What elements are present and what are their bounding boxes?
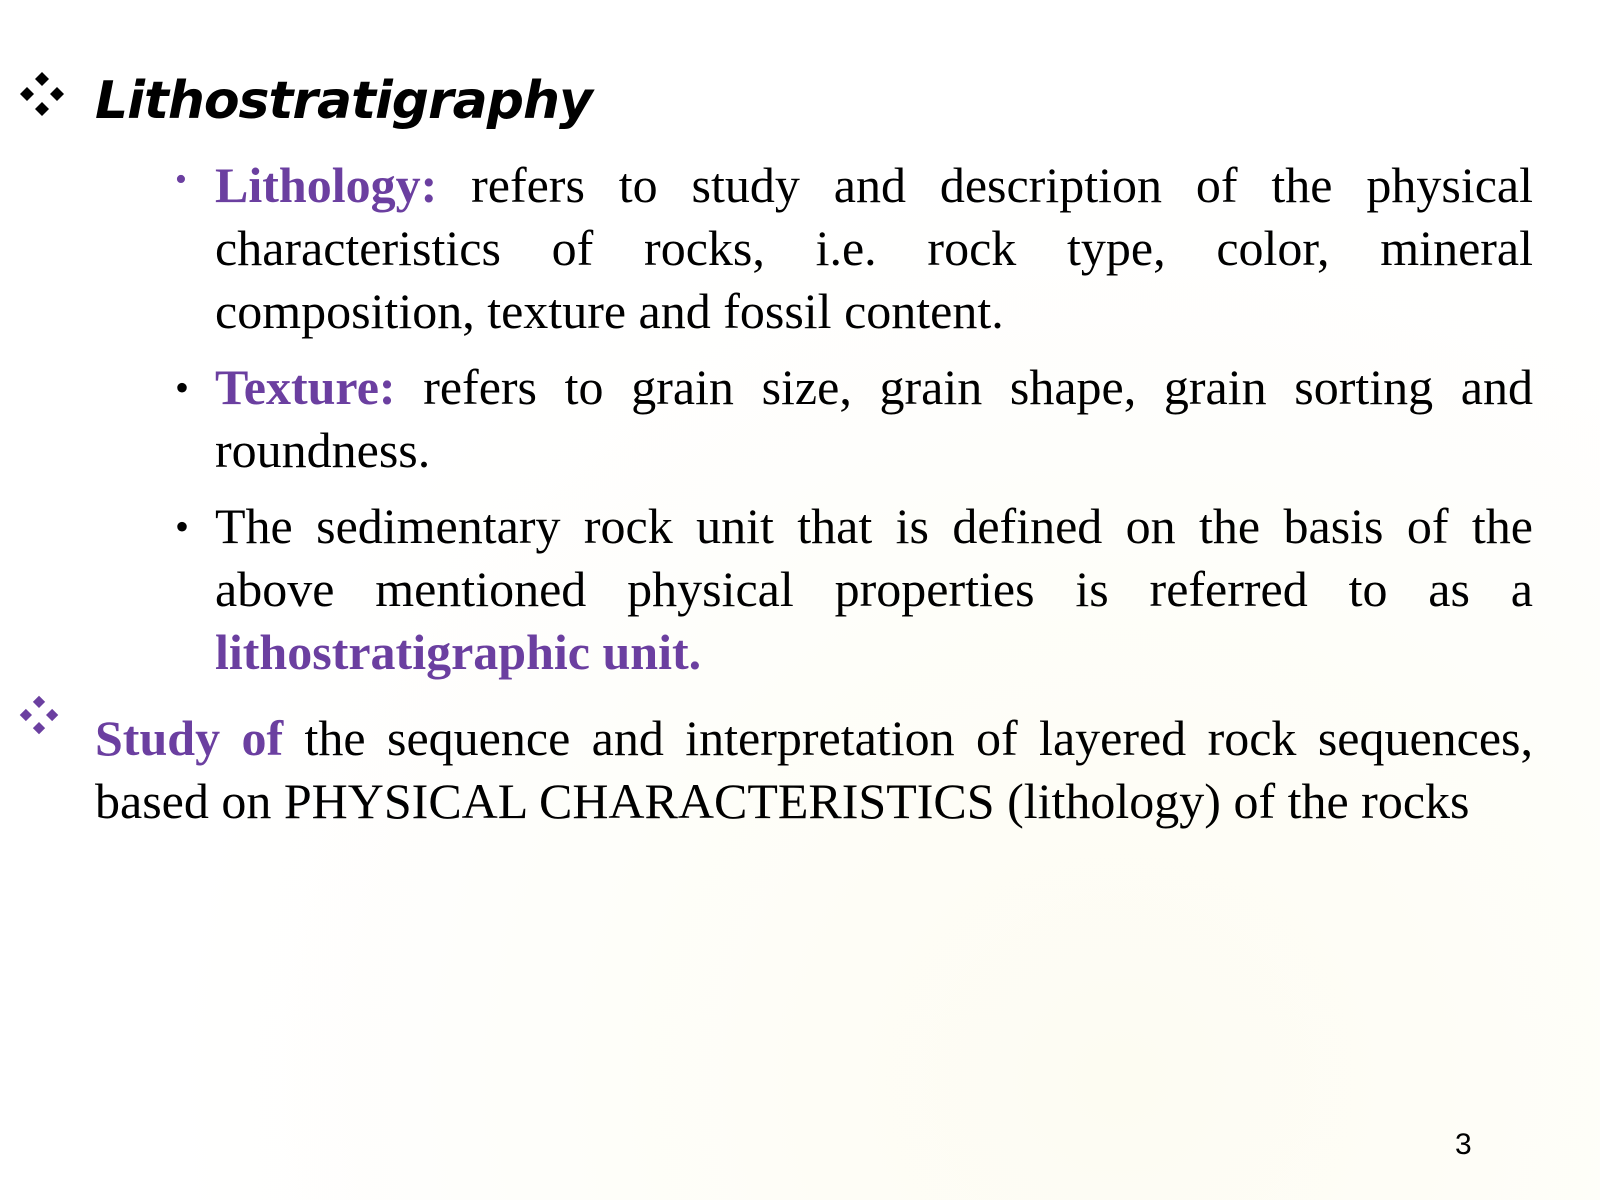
four-diamond-bullet-icon [18, 70, 66, 118]
lithology-description: refers to study and description of the physical characteristics of rocks, i.e. rock type, color, mineral composition, texture and fossil content. [215, 157, 1533, 339]
study-description: the sequence and interpretation of layered rock sequences, based on PHYSICAL CHARACTERISTICS (lithology) of the rocks [95, 710, 1534, 829]
slide-heading: Lithostratigraphy [95, 71, 592, 131]
term-texture: Texture: [215, 359, 396, 415]
page-number: 3 [1455, 1128, 1472, 1161]
dot-bullet-icon: • [175, 504, 190, 549]
dot-bullet-icon: • [175, 161, 187, 198]
study-term: Study of [95, 710, 284, 766]
four-diamond-bullet-icon [18, 694, 60, 736]
lithostratigraphic-unit-term: lithostratigraphic unit. [215, 624, 702, 680]
sub-bullet-list [175, 154, 1533, 697]
study-paragraph [95, 707, 1533, 833]
list-item [175, 356, 1533, 482]
rock-unit-description: The sedimentary rock unit that is defined on the basis of the above mentioned physical properties is referred to as a [215, 498, 1533, 617]
dot-bullet-icon: • [175, 365, 190, 410]
term-lithology: Lithology: [215, 157, 438, 213]
list-item [175, 495, 1533, 684]
texture-description: refers to grain size, grain shape, grain sorting and roundness. [215, 359, 1533, 478]
list-item [175, 154, 1533, 343]
